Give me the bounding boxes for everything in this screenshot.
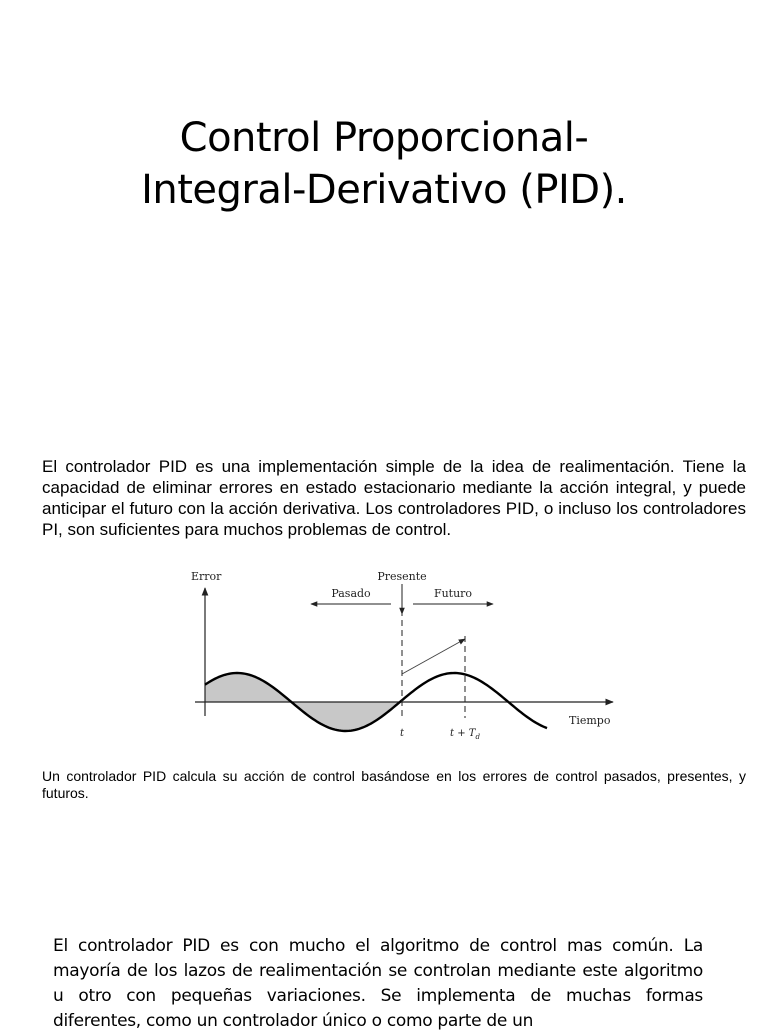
pid-error-figure bbox=[183, 568, 623, 740]
slide-title-line-2: Integral-Derivativo (PID). bbox=[141, 167, 627, 213]
figure-caption: Un controlador PID calcula su acción de control basándose en los errores de control pasados, presentes, y futuros. bbox=[42, 768, 746, 801]
present-label: Presente bbox=[377, 570, 427, 583]
derivative-tangent-arrow bbox=[402, 639, 465, 674]
slide-title bbox=[0, 112, 768, 216]
y-axis-label: Error bbox=[191, 570, 222, 583]
slide-title-line-1: Control Proporcional- bbox=[179, 115, 589, 161]
td-subscript: d bbox=[475, 733, 480, 740]
intro-paragraph: El controlador PID es una implementación simple de la idea de realimentación. Tiene la capacidad de eliminar errores en estado estacionario mediante la acción integral, y puede anticipar el futuro con la acción derivativa. Los controladores PID, o incluso los controladores PI, son suficientes para muchos problemas de control. bbox=[42, 457, 746, 539]
future-label: Futuro bbox=[433, 587, 473, 600]
bottom-paragraph: El controlador PID es con mucho el algoritmo de control mas común. La mayoría de los lazos de realimentación se controlan mediante este algoritmo u otro con pequeñas variaciones. Se implementa de muchas formas diferentes, como un controlador único o como parte de un bbox=[53, 936, 703, 1031]
t-plus-td-label bbox=[450, 728, 480, 740]
x-axis-label: Tiempo bbox=[569, 714, 611, 727]
past-label: Pasado bbox=[331, 587, 371, 600]
t-label: t bbox=[399, 728, 405, 739]
t-plus-label: t + T bbox=[450, 728, 476, 739]
pid-error-diagram bbox=[183, 568, 623, 740]
